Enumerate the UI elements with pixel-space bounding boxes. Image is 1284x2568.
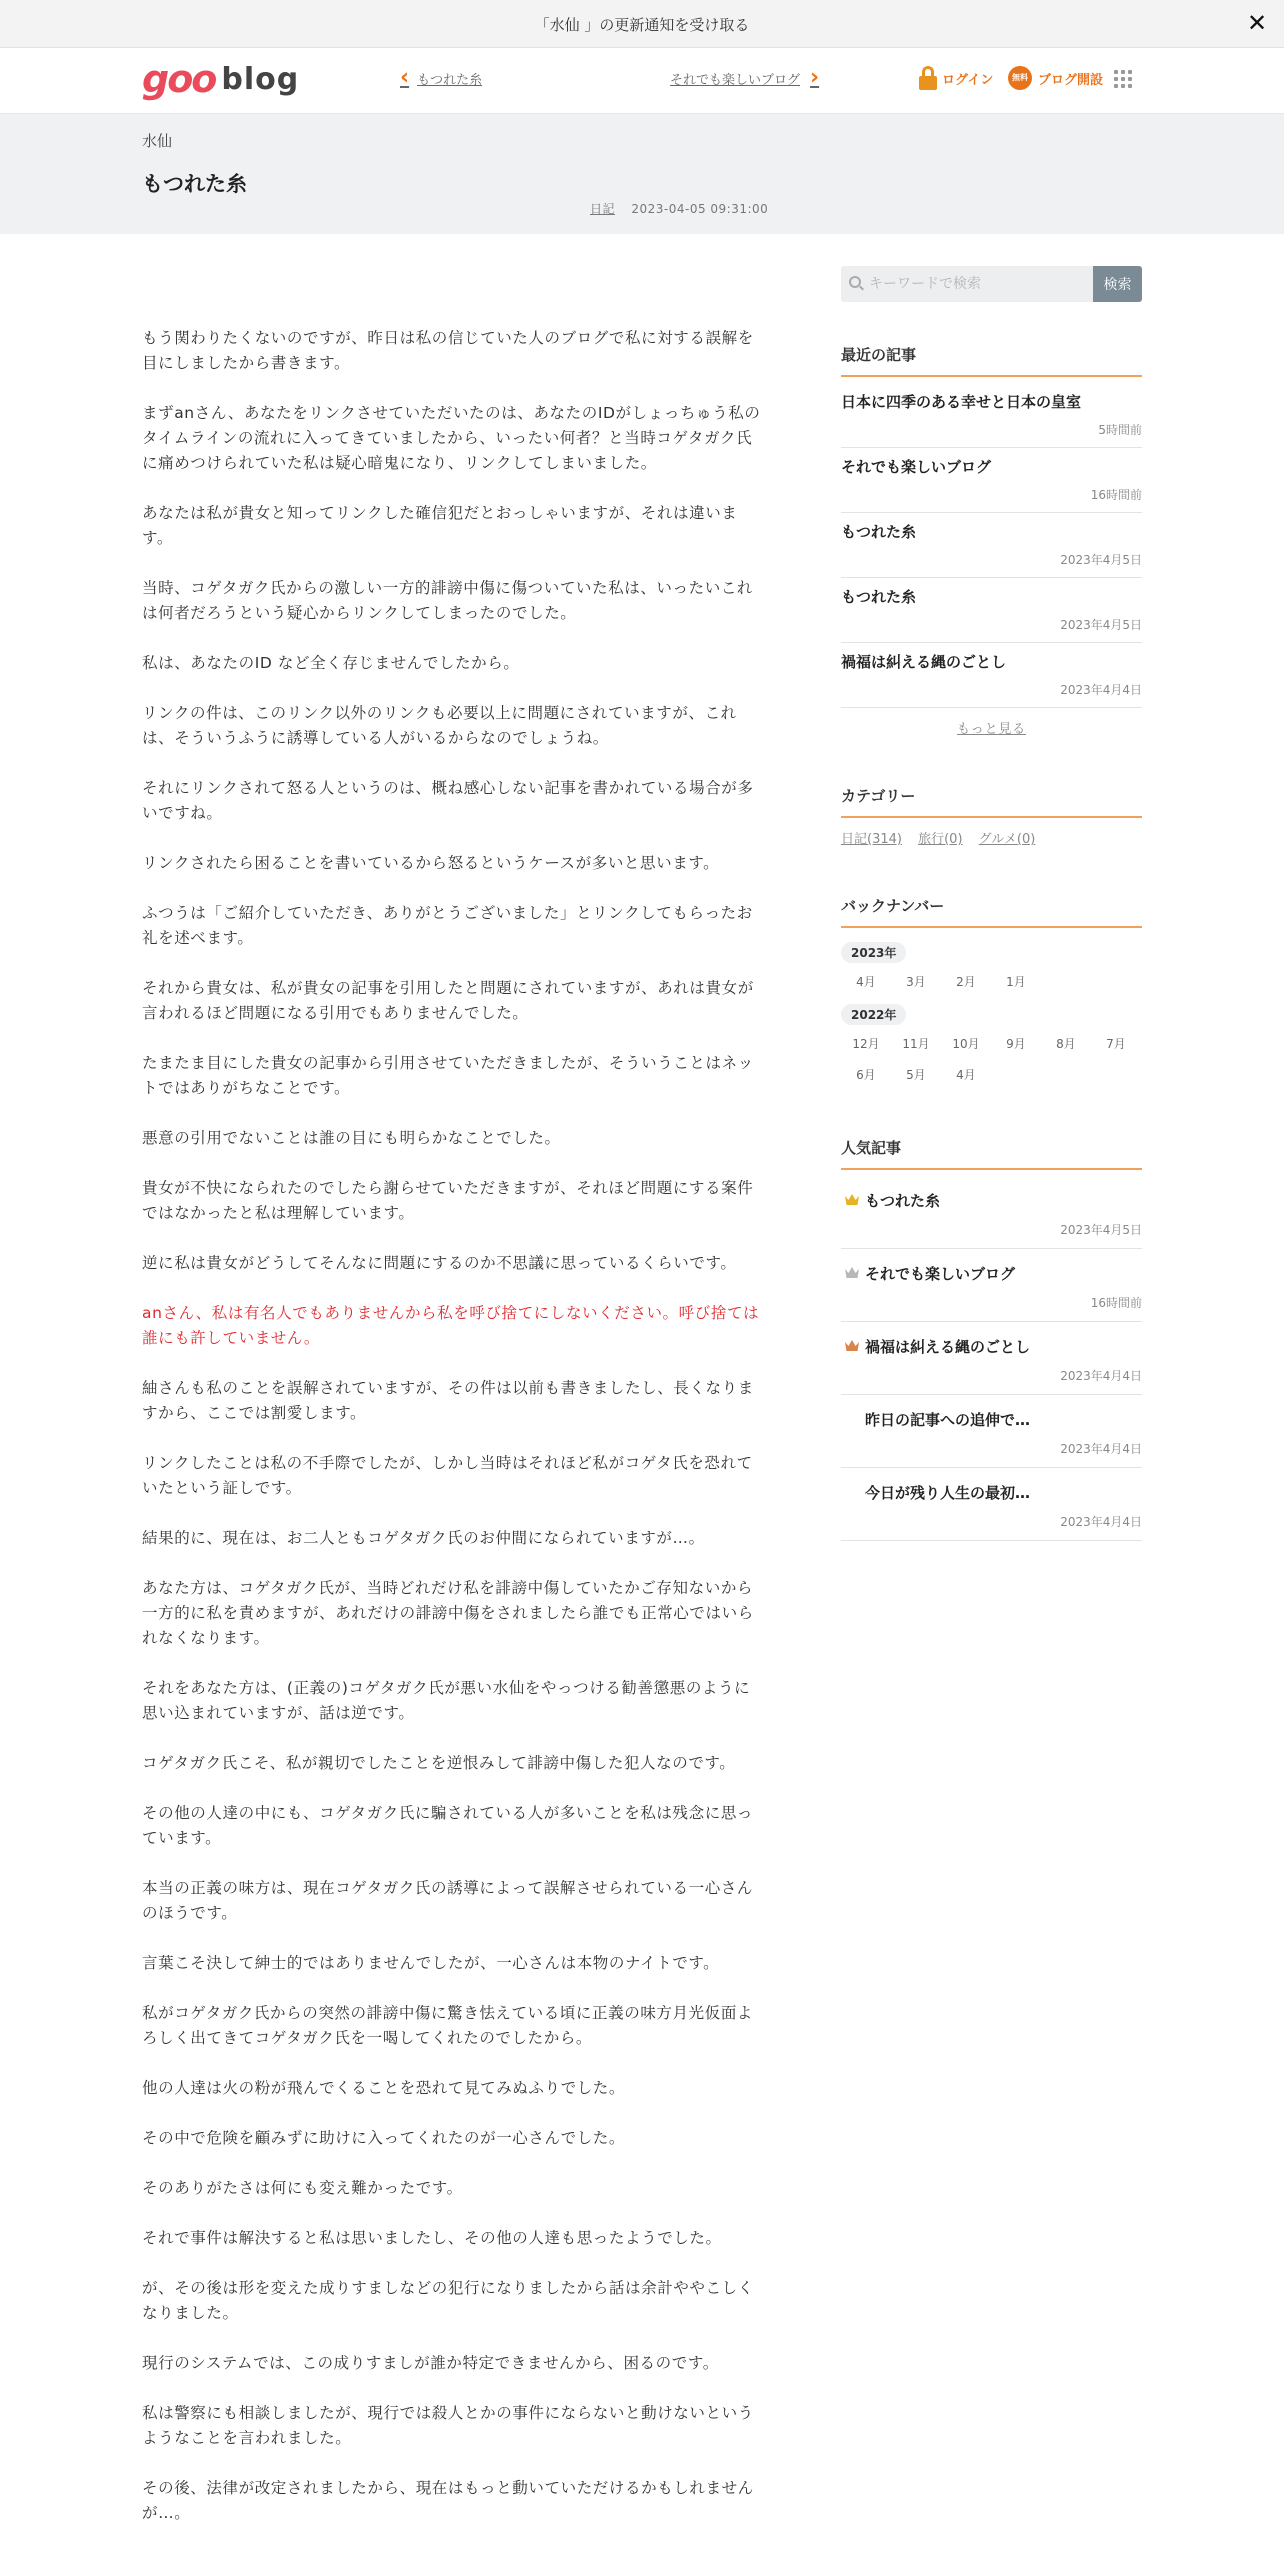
free-badge: 無料 <box>1008 66 1032 90</box>
month-link[interactable]: 12月 <box>852 1037 880 1051</box>
category-list <box>841 828 1142 847</box>
paragraph: 逆に私は貴女がどうしてそんなに問題にするのか不思議に思っているくらいです。 <box>142 1254 737 1272</box>
paragraph: あなたは私が貴女と知ってリンクした確信犯だとおっしゃいますが、それは違います。 <box>142 504 738 547</box>
month-link[interactable]: 5月 <box>906 1068 926 1082</box>
recent-post-date: 16時間前 <box>1090 488 1142 502</box>
prev-post-link[interactable] <box>400 65 483 90</box>
popular-post-title: もつれた糸 <box>865 1192 941 1210</box>
month-link[interactable]: 7月 <box>1106 1037 1126 1051</box>
next-post-link[interactable] <box>670 65 820 90</box>
recent-post-title: もつれた糸 <box>841 523 917 541</box>
popular-post-date: 2023年4月4日 <box>1060 1442 1142 1456</box>
popular-section <box>841 1137 1142 1541</box>
paragraph: そのありがたさは何にも変え難かったです。 <box>142 2179 463 2197</box>
next-post-label: それでも楽しいブログ <box>670 72 801 88</box>
recent-post-title: 禍福は糾える縄のごとし <box>841 653 1007 671</box>
recent-posts-title: 最近の記事 <box>841 344 1142 377</box>
grid-menu-icon[interactable] <box>1114 70 1132 88</box>
popular-post-date: 2023年4月4日 <box>1060 1515 1142 1529</box>
paragraph: その他の人達の中にも、コゲタガク氏に騙されている人が多いことを私は残念に思っています。 <box>142 1804 754 1847</box>
recent-post-title: もつれた糸 <box>841 588 917 606</box>
popular-post-item[interactable] <box>841 1322 1142 1395</box>
search-icon <box>849 276 861 288</box>
post-header <box>0 114 1284 234</box>
paragraph: 言葉こそ決して紳士的ではありませんでしたが、一心さんは本物のナイトです。 <box>142 1954 720 1972</box>
popular-post-date: 16時間前 <box>1090 1296 1142 1310</box>
paragraph: それで事件は解決すると私は思いましたし、その他の人達も思ったようでした。 <box>142 2229 722 2247</box>
month-link[interactable]: 3月 <box>906 975 926 989</box>
post-meta <box>590 200 768 217</box>
paragraph: もう関わりたくないのですが、昨日は私の信じていた人のブログで私に対する誤解を目にしましたから書きます。 <box>142 329 754 372</box>
chevron-left-icon: ‹ <box>400 65 410 90</box>
login-button[interactable] <box>918 66 993 90</box>
close-icon[interactable]: ✕ <box>1246 9 1268 37</box>
popular-post-date: 2023年4月5日 <box>1060 1223 1142 1237</box>
month-list <box>841 1027 1142 1089</box>
paragraph: 現行のシステムでは、この成りすましが誰か特定できませんから、困るのです。 <box>142 2354 719 2372</box>
login-label: ログイン <box>942 72 994 88</box>
paragraph: コゲタガク氏こそ、私が親切でしたことを逆恨みして誹謗中傷した犯人なのです。 <box>142 1754 736 1772</box>
notification-bar <box>0 0 1284 48</box>
paragraph: 他の人達は火の粉が飛んでくることを恐れて見てみぬふりでした。 <box>142 2079 626 2097</box>
bronze-crown-icon <box>844 1339 860 1352</box>
month-link[interactable]: 2月 <box>956 975 976 989</box>
month-link[interactable]: 10月 <box>952 1037 980 1051</box>
popular-post-title: 禍福は糾える縄のごとし <box>865 1338 1031 1356</box>
paragraph: 紬さんも私のことを誤解されていますが、その件は以前も書きましたし、長くなりますから、ここでは割愛します。 <box>142 1379 754 1422</box>
logo-blog-text: blog <box>221 61 300 97</box>
article-body <box>142 326 764 2551</box>
paragraph: それから貴女は、私が貴女の記事を引用したと問題にされていますが、あれは貴女が言われるほど問題になる引用でもありませんでした。 <box>142 979 754 1022</box>
search-box <box>841 266 1142 302</box>
notification-text[interactable]: 「水仙 」の更新通知を受け取る <box>534 16 750 34</box>
goo-blog-logo[interactable] <box>142 59 299 99</box>
lock-icon <box>918 66 938 90</box>
category-link[interactable]: 日記(314) <box>841 832 902 847</box>
paragraph: ふつうは「ご紹介していただき、ありがとうございました」とリンクしてもらったお礼を述べます。 <box>142 904 753 947</box>
paragraph: 当時、コゲタガク氏からの激しい一方的誹謗中傷に傷ついていた私は、いったいこれは何者だろうという疑心からリンクしてしまったのでした。 <box>142 579 754 622</box>
paragraph: あなた方は、コゲタガク氏が、当時どれだけ私を誹謗中傷していたかご存知ないから一方的に私を責めますが、あれだけの誹謗中傷をされましたら誰でも正常心ではいられなくなります。 <box>142 1579 754 1647</box>
search-button[interactable]: 検索 <box>1093 266 1142 302</box>
paragraph: 貴女が不快になられたのでしたら謝らせていただきますが、それほど問題にする案件ではなかったと私は理解しています。 <box>142 1179 754 1222</box>
open-blog-button[interactable] <box>1008 66 1103 90</box>
paragraph: それにリンクされて怒る人というのは、概ね感心しない記事を書かれている場合が多いですね。 <box>142 779 754 822</box>
recent-post-item[interactable] <box>841 383 1142 448</box>
logo-goo-text: goo <box>142 57 216 101</box>
site-header <box>0 48 1284 114</box>
paragraph: まずanさん、あなたをリンクさせていただいたのは、あなたのIDがしょっちゅう私のタイムラインの流れに入ってきていましたから、いったい何者？と当時コゲタガク氏に痛めつけられていた私は疑心暗鬼になり、リンクしてしまいました。 <box>142 404 761 472</box>
paragraph: リンクしたことは私の不手際でしたが、しかし当時はそれほど私がコゲタ氏を恐れていたという証しです。 <box>142 1454 753 1497</box>
month-link[interactable]: 4月 <box>956 1068 976 1082</box>
categories-title: カテゴリー <box>841 785 1142 818</box>
backnumber-title: バックナンバー <box>841 895 1142 928</box>
paragraph: リンクされたら困ることを書いているから怒るというケースが多いと思います。 <box>142 854 720 872</box>
category-link[interactable]: グルメ(0) <box>978 832 1036 847</box>
post-datetime: 2023-04-05 09:31:00 <box>631 202 769 216</box>
month-link[interactable]: 4月 <box>856 975 876 989</box>
popular-post-title: それでも楽しいブログ <box>865 1265 1016 1283</box>
category-link[interactable]: 旅行(0) <box>918 832 963 847</box>
popular-title: 人気記事 <box>841 1137 1142 1170</box>
paragraph: その後、法律が改定されましたから、現在はもっと動いていただけるかもしれませんが…。 <box>142 2479 754 2522</box>
popular-post-item[interactable] <box>841 1176 1142 1249</box>
post-title: もつれた糸 <box>142 172 247 196</box>
recent-post-item[interactable] <box>841 513 1142 578</box>
popular-post-date: 2023年4月4日 <box>1060 1369 1142 1383</box>
blog-name[interactable]: 水仙 <box>142 132 173 150</box>
paragraph: その中で危険を顧みずに助けに入ってくれたのが一心さんでした。 <box>142 2129 626 2147</box>
recent-post-item[interactable] <box>841 643 1142 708</box>
recent-post-item[interactable] <box>841 448 1142 513</box>
paragraph: 私がコゲタガク氏からの突然の誹謗中傷に驚き怯えている頃に正義の味方月光仮面よろしく出てきてコゲタガク氏を一喝してくれたのでしたから。 <box>142 2004 754 2047</box>
month-link[interactable]: 11月 <box>902 1037 930 1051</box>
paragraph: それをあなた方は、(正義の)コゲタガク氏が悪い水仙をやっつける勧善懲悪のように思い込まれていますが、話は逆です。 <box>142 1679 751 1722</box>
paragraph: リンクの件は、このリンク以外のリンクも必要以上に問題にされていますが、これは、そういうふうに誘導している人がいるからなのでしょうね。 <box>142 704 737 747</box>
month-list <box>841 965 1142 996</box>
paragraph: 本当の正義の味方は、現在コゲタガク氏の誘導によって誤解させられている一心さんのほうです。 <box>142 1879 754 1922</box>
highlighted-paragraph: anさん、私は有名人でもありませんから私を呼び捨てにしないください。呼び捨ては誰にも許していません。 <box>142 1304 760 1347</box>
month-link[interactable]: 6月 <box>856 1068 876 1082</box>
year-badge: 2022年 <box>841 1004 906 1025</box>
recent-post-date: 5時間前 <box>1098 423 1142 437</box>
recent-post-date: 2023年4月5日 <box>1060 618 1142 632</box>
more-posts-link[interactable]: もっと見る <box>956 722 1026 737</box>
recent-post-date: 2023年4月4日 <box>1060 683 1142 697</box>
categories-section <box>841 785 1142 847</box>
popular-post-title: 昨日の記事への追伸で… <box>865 1411 1031 1429</box>
month-link[interactable]: 8月 <box>1056 1037 1076 1051</box>
month-link[interactable]: 1月 <box>1006 975 1026 989</box>
recent-post-date: 2023年4月5日 <box>1060 553 1142 567</box>
gold-crown-icon <box>844 1193 860 1206</box>
open-blog-label: ブログ開設 <box>1038 72 1104 88</box>
year-badge: 2023年 <box>841 942 906 963</box>
paragraph: が、その後は形を変えた成りすましなどの犯行になりましたから話は余計ややこしくなりました。 <box>142 2279 754 2322</box>
paragraph: 私は、あなたのID など全く存じませんでしたから。 <box>142 654 520 672</box>
recent-posts-section <box>841 344 1142 737</box>
silver-crown-icon <box>844 1266 860 1279</box>
paragraph: 結果的に、現在は、お二人ともコゲタガク氏のお仲間になられていますが…。 <box>142 1529 705 1547</box>
recent-post-title: それでも楽しいブログ <box>841 458 992 476</box>
sidebar <box>841 266 1142 1541</box>
paragraph: 私は警察にも相談しましたが、現行では殺人とかの事件にならないと動けないというようなことを言われました。 <box>142 2404 754 2447</box>
paragraph: 悪意の引用でないことは誰の目にも明らかなことでした。 <box>142 1129 561 1147</box>
popular-post-item[interactable] <box>841 1249 1142 1322</box>
popular-post-title: 今日が残り人生の最初… <box>865 1484 1031 1502</box>
recent-post-item[interactable] <box>841 578 1142 643</box>
popular-post-item[interactable] <box>841 1468 1142 1541</box>
popular-post-item[interactable] <box>841 1395 1142 1468</box>
recent-post-title: 日本に四季のある幸せと日本の皇室 <box>841 393 1082 411</box>
chevron-right-icon: › <box>810 65 820 90</box>
search-input[interactable] <box>841 266 1093 302</box>
backnumber-section <box>841 895 1142 1089</box>
prev-post-label: もつれた糸 <box>417 72 483 88</box>
month-link[interactable]: 9月 <box>1006 1037 1026 1051</box>
paragraph: たまたま目にした貴女の記事から引用させていただきましたが、そういうことはネットではありがちなことです。 <box>142 1054 754 1097</box>
post-category-link[interactable]: 日記 <box>590 202 616 216</box>
